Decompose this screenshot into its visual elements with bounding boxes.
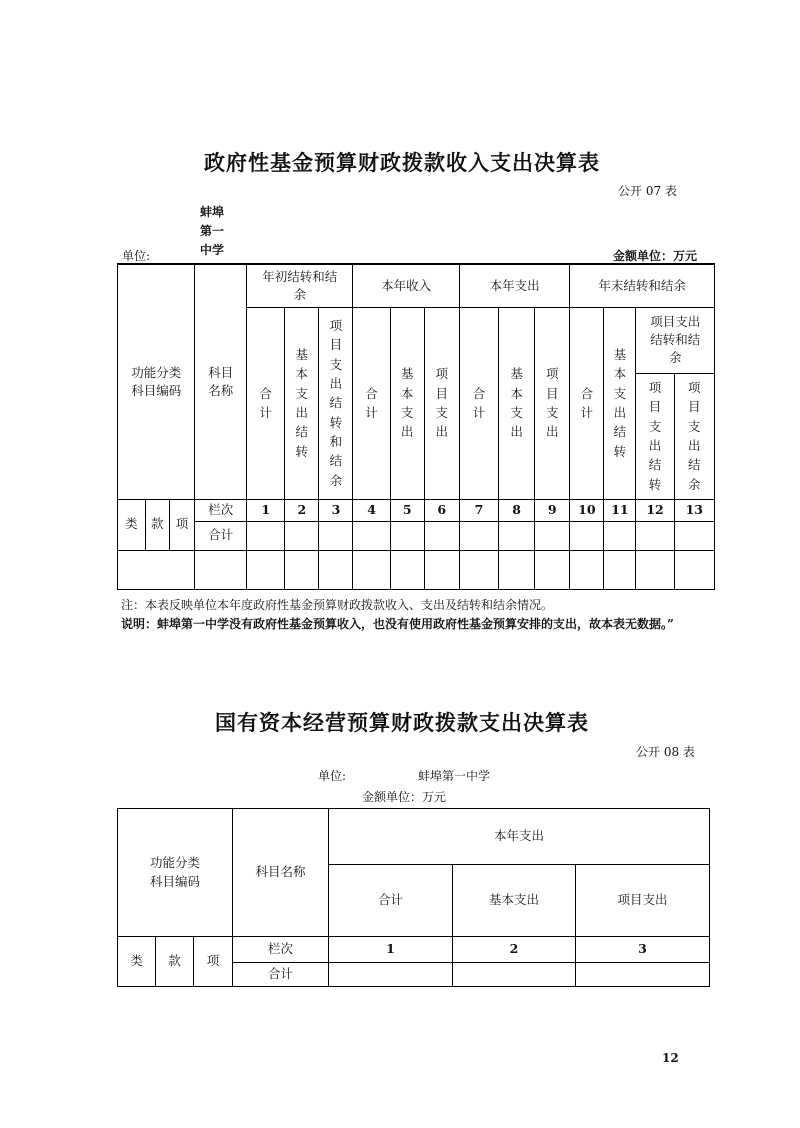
empty-cell <box>353 550 390 589</box>
subject-name-header <box>195 264 247 499</box>
empty-cell <box>390 550 424 589</box>
empty-cell <box>604 521 636 550</box>
func-class-label-line1: 功能分类 <box>150 855 201 871</box>
col-number: 7 <box>459 499 498 521</box>
col-number: 5 <box>390 499 424 521</box>
end-balance-label: 年末结转和结余 <box>598 277 686 293</box>
empty-cell <box>424 550 459 589</box>
current-income-header <box>353 264 459 307</box>
begin-project-carry-header <box>319 307 353 499</box>
total-row-label: 合计 <box>208 527 234 543</box>
total-header <box>329 865 453 937</box>
project-expense-label: 项目支出 <box>617 892 668 908</box>
empty-cell <box>285 550 319 589</box>
total-label: 合计 <box>378 892 404 908</box>
empty-cell <box>674 550 714 589</box>
table1-unit-label: 单位: <box>122 249 151 263</box>
expense-total-header <box>459 307 498 499</box>
func-class-label: 功能分类科目编码 <box>131 364 182 398</box>
col-number: 3 <box>319 499 353 521</box>
col-number: 4 <box>353 499 390 521</box>
empty-cell <box>535 550 570 589</box>
table1-unit-name: 蚌埠第一中学 <box>200 205 225 257</box>
empty-cell <box>499 550 535 589</box>
page-number: 12 <box>662 1051 679 1065</box>
empty-cell <box>570 521 604 550</box>
empty-cell <box>576 963 710 987</box>
empty-cell <box>329 963 453 987</box>
current-expense-label: 本年支出 <box>489 277 540 293</box>
income-basic-header <box>390 307 424 499</box>
end-total-header <box>570 307 604 499</box>
subject-name-label: 科目名称 <box>208 364 234 398</box>
lei-header <box>118 937 156 987</box>
column-no-label: 栏次 <box>268 941 294 957</box>
end-project-carry-label: 项目支出结转 <box>648 379 662 492</box>
fund-budget-table <box>117 263 715 590</box>
func-class-header <box>118 809 233 937</box>
table2-unit-name: 蚌埠第一中学 <box>418 769 491 783</box>
table2-title: 国有资本经营预算财政拨款支出决算表 <box>215 710 589 735</box>
column-no-cell <box>195 499 247 521</box>
empty-cell <box>195 550 247 589</box>
empty-cell <box>499 521 535 550</box>
col-number: 2 <box>453 937 576 963</box>
col-number: 3 <box>576 937 710 963</box>
begin-total-label: 合计 <box>259 385 272 420</box>
end-total-label: 合计 <box>580 385 594 420</box>
basic-expense-label: 基本支出 <box>489 892 540 908</box>
total-row-label: 合计 <box>268 966 294 982</box>
empty-cell <box>604 550 636 589</box>
begin-project-carry-label: 项目支出结转和结余 <box>329 317 343 488</box>
lei-label: 类 <box>130 953 143 969</box>
project-expense-header <box>576 865 710 937</box>
empty-cell <box>319 521 353 550</box>
end-basic-carry-header <box>604 307 636 499</box>
empty-cell <box>247 521 285 550</box>
state-capital-table <box>117 808 710 987</box>
income-basic-label: 基本支出 <box>400 366 414 440</box>
total-row-label-cell <box>195 521 247 550</box>
table2-form-number: 公开 08 表 <box>636 745 695 759</box>
table2-unit-label: 单位: <box>318 769 347 783</box>
col-number: 6 <box>424 499 459 521</box>
begin-basic-carry-header <box>285 307 319 499</box>
xiang-header <box>194 937 233 987</box>
func-class-header <box>118 264 195 499</box>
empty-cell <box>319 550 353 589</box>
table1-explanation: 说明：蚌埠第一中学没有政府性基金预算收入，也没有使用政府性基金预算安排的支出，故本表无数据。” <box>121 617 674 631</box>
col-number: 8 <box>499 499 535 521</box>
empty-cell <box>453 963 576 987</box>
empty-cell <box>535 521 570 550</box>
table2-amount-unit: 金额单位：万元 <box>362 790 447 804</box>
end-proj-carry-balance-header <box>636 307 715 373</box>
begin-basic-carry-label: 基本支出结转 <box>295 346 309 459</box>
subject-name-label: 科目名称 <box>255 864 306 880</box>
end-balance-header <box>570 264 715 307</box>
empty-cell <box>674 521 714 550</box>
current-expense-label: 本年支出 <box>494 828 545 844</box>
subject-name-header <box>233 809 329 937</box>
end-basic-carry-label: 基本支出结转 <box>613 346 627 459</box>
table1-form-number: 公开 07 表 <box>618 184 677 198</box>
empty-cell <box>570 550 604 589</box>
empty-cell <box>459 521 498 550</box>
xiang-label: 项 <box>206 953 220 969</box>
kuan-label: 款 <box>150 516 164 532</box>
expense-basic-header <box>499 307 535 499</box>
end-project-balance-label: 项目支出结余 <box>688 379 701 492</box>
expense-project-label: 项目支出 <box>546 366 559 440</box>
empty-cell <box>424 521 459 550</box>
kuan-header <box>145 499 169 550</box>
table1-title: 政府性基金预算财政拨款收入支出决算表 <box>204 150 600 175</box>
begin-balance-header <box>247 264 353 307</box>
col-number: 9 <box>535 499 570 521</box>
current-expense-header <box>329 809 710 865</box>
kuan-label: 款 <box>168 953 181 969</box>
empty-cell <box>285 521 319 550</box>
xiang-header <box>169 499 195 550</box>
current-expense-header <box>459 264 570 307</box>
empty-cell <box>636 550 674 589</box>
empty-cell <box>247 550 285 589</box>
end-project-carry-header <box>636 373 674 499</box>
col-number: 1 <box>329 937 453 963</box>
func-class-label-line2: 科目编码 <box>150 873 201 889</box>
col-number: 2 <box>285 499 319 521</box>
col-number: 1 <box>247 499 285 521</box>
empty-cell <box>118 550 195 589</box>
income-total-label: 合计 <box>365 385 378 420</box>
table1-note: 注：本表反映单位本年度政府性基金预算财政拨款收入、支出及结转和结余情况。 <box>121 598 554 612</box>
col-number: 12 <box>636 499 674 521</box>
kuan-header <box>156 937 194 987</box>
begin-balance-label: 年初结转和结余 <box>262 268 338 302</box>
empty-cell <box>636 521 674 550</box>
lei-header <box>118 499 146 550</box>
xiang-label: 项 <box>175 516 189 532</box>
column-no-cell <box>233 937 329 963</box>
end-proj-carry-balance-label: 项目支出结转和结余 <box>650 313 701 366</box>
end-project-balance-header <box>674 373 714 499</box>
total-row-label-cell <box>233 963 329 987</box>
empty-cell <box>459 550 498 589</box>
income-project-header <box>424 307 459 499</box>
expense-total-label: 合计 <box>472 385 486 420</box>
col-number: 10 <box>570 499 604 521</box>
begin-total-header <box>247 307 285 499</box>
empty-cell <box>353 521 390 550</box>
empty-cell <box>390 521 424 550</box>
col-number: 13 <box>674 499 714 521</box>
income-total-header <box>353 307 390 499</box>
income-project-label: 项目支出 <box>435 366 449 440</box>
expense-project-header <box>535 307 570 499</box>
lei-label: 类 <box>125 516 138 532</box>
column-no-label: 栏次 <box>208 501 234 517</box>
col-number: 11 <box>604 499 636 521</box>
expense-basic-label: 基本支出 <box>510 366 523 440</box>
basic-expense-header <box>453 865 576 937</box>
current-income-label: 本年收入 <box>381 277 432 293</box>
table1-amount-unit: 金额单位：万元 <box>613 249 698 263</box>
